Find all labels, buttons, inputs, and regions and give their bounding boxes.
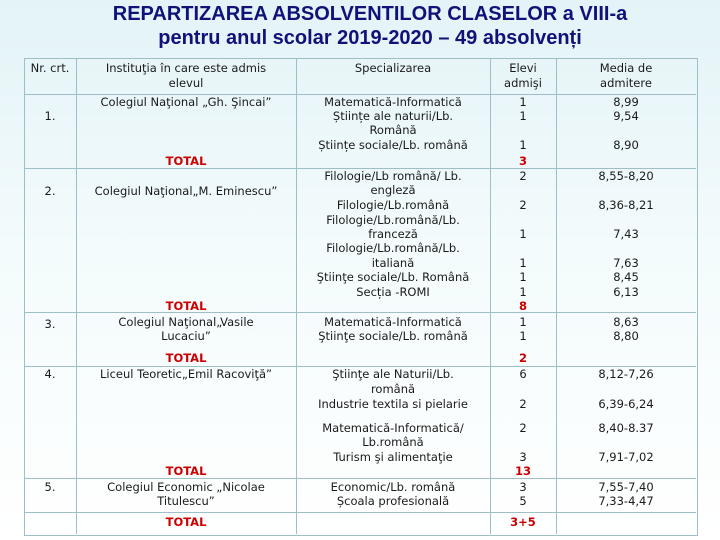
row2-average-3: 7,43 — [613, 227, 639, 241]
row1-spec-1: Matematică-Informatică — [324, 95, 462, 109]
row-divider — [24, 478, 696, 479]
row1-students-1: 1 — [519, 95, 527, 109]
row2-spec-9: Secția -ROMI — [356, 285, 430, 299]
header-average-2: admitere — [600, 76, 652, 90]
row2-spec-8: Ştiinţe sociale/Lb. Română — [316, 270, 470, 284]
row5-total-label: TOTAL — [165, 515, 207, 529]
row4-spec-3: Industrie textila si pielarie — [318, 397, 468, 411]
title-line-2: pentru anul scolar 2019-2020 – 49 absolvenți — [158, 27, 582, 49]
row2-average-5: 8,45 — [613, 270, 639, 284]
header-specialization: Specializarea — [354, 61, 432, 75]
header-institution-1: Instituţia în care este admis — [105, 61, 267, 75]
row4-students-4: 3 — [519, 450, 527, 464]
row4-average-3: 8,40-8.37 — [598, 421, 654, 435]
row1-total-label: TOTAL — [165, 154, 207, 168]
row5-spec-2: Școala profesională — [336, 494, 450, 508]
row1-students-2: 1 — [519, 109, 527, 123]
row2-nr: 2. — [44, 184, 56, 198]
row3-students-2: 1 — [519, 329, 527, 343]
row2-students-1: 2 — [519, 169, 527, 183]
row4-average-4: 7,91-7,02 — [598, 450, 654, 464]
row1-institution: Colegiul Naţional „Gh. Şincai” — [100, 95, 272, 109]
row4-spec-4: Matematică-Informatică/ — [322, 421, 464, 435]
row2-students-4: 1 — [519, 256, 527, 270]
row3-total-value: 2 — [518, 351, 527, 365]
row2-students-2: 2 — [519, 198, 527, 212]
row4-spec-1: Ştiinţe ale Naturii/Lb. — [332, 367, 454, 381]
row5-institution-2: Titulescu” — [157, 494, 215, 508]
col-divider — [490, 58, 491, 534]
row2-institution: Colegiul Naţional„M. Eminescu” — [94, 184, 278, 198]
row4-average-2: 6,39-6,24 — [598, 397, 654, 411]
row3-students-1: 1 — [519, 315, 527, 329]
header-nr: Nr. crt. — [30, 61, 70, 75]
row1-spec-2: Științe ale naturii/Lb. — [332, 109, 454, 123]
row2-spec-7: italiană — [371, 256, 415, 270]
row5-spec-1: Economic/Lb. română — [330, 480, 456, 494]
row1-total-value: 3 — [518, 154, 527, 168]
row3-total-label: TOTAL — [165, 351, 207, 365]
row5-students-2: 5 — [519, 494, 527, 508]
row1-nr: 1. — [44, 109, 56, 123]
page-title — [60, 2, 680, 50]
row4-total-value: 13 — [514, 464, 531, 478]
header-institution-2: elevul — [168, 76, 204, 90]
title-line-1: REPARTIZAREA ABSOLVENTILOR CLASELOR a VIII-a — [112, 3, 628, 25]
row2-average-4: 7,63 — [613, 256, 639, 270]
row3-nr: 3. — [44, 317, 56, 331]
row2-average-1: 8,55-8,20 — [598, 169, 654, 183]
row5-institution-1: Colegiul Economic „Nicolae — [107, 480, 265, 494]
row3-spec-2: Ştiinţe sociale/Lb. română — [318, 329, 468, 343]
row4-spec-6: Turism şi alimentaţie — [333, 450, 453, 464]
row5-students-1: 3 — [519, 480, 527, 494]
row4-students-3: 2 — [519, 421, 527, 435]
row4-students-2: 2 — [519, 397, 527, 411]
row1-spec-3: Română — [369, 123, 417, 137]
header-students-1: Elevi — [509, 61, 537, 75]
row3-institution-2: Lucaciu” — [161, 329, 211, 343]
row2-spec-6: Filologie/Lb.română/Lb. — [326, 241, 460, 255]
header-average-1: Media de — [599, 61, 653, 75]
row-divider — [24, 512, 696, 513]
row5-average-2: 7,33-4,47 — [598, 494, 654, 508]
row4-nr: 4. — [44, 367, 56, 381]
row1-average-3: 8,90 — [613, 138, 639, 152]
row2-total-value: 8 — [518, 299, 527, 313]
col-divider — [76, 58, 77, 534]
row1-spec-4: Științe sociale/Lb. română — [318, 138, 468, 152]
row4-institution: Liceul Teoretic„Emil Racoviţă” — [99, 367, 273, 381]
row4-students-1: 6 — [519, 367, 527, 381]
header-students-2: admişi — [504, 76, 542, 90]
row2-spec-4: Filologie/Lb.română/Lb. — [326, 213, 460, 227]
row4-spec-2: română — [370, 382, 416, 396]
row4-average-1: 8,12-7,26 — [598, 367, 654, 381]
row3-average-2: 8,80 — [613, 329, 639, 343]
row2-average-2: 8,36-8,21 — [598, 198, 654, 212]
row3-spec-1: Matematică-Informatică — [324, 315, 462, 329]
col-divider — [556, 58, 557, 534]
row2-total-label: TOTAL — [165, 299, 207, 313]
row5-nr: 5. — [44, 480, 56, 494]
row3-institution-1: Colegiul Naţional„Vasile — [118, 315, 254, 329]
row1-students-3: 1 — [519, 138, 527, 152]
row2-spec-5: franceză — [368, 227, 418, 241]
row1-average-2: 9,54 — [613, 109, 639, 123]
row3-average-1: 8,63 — [613, 315, 639, 329]
col-divider — [296, 58, 297, 534]
row1-average-1: 8,99 — [613, 95, 639, 109]
row5-total-value: 3+5 — [510, 515, 536, 529]
row2-students-6: 1 — [519, 285, 527, 299]
row4-spec-5: Lb.română — [362, 435, 424, 449]
row2-students-3: 1 — [519, 227, 527, 241]
row2-average-6: 6,13 — [613, 285, 639, 299]
row2-spec-1: Filologie/Lb română/ Lb. — [324, 169, 462, 183]
row5-average-1: 7,55-7,40 — [598, 480, 654, 494]
row2-spec-2: engleză — [370, 183, 416, 197]
row2-students-5: 1 — [519, 270, 527, 284]
row4-total-label: TOTAL — [165, 464, 207, 478]
row2-spec-3: Filologie/Lb.română — [336, 198, 450, 212]
